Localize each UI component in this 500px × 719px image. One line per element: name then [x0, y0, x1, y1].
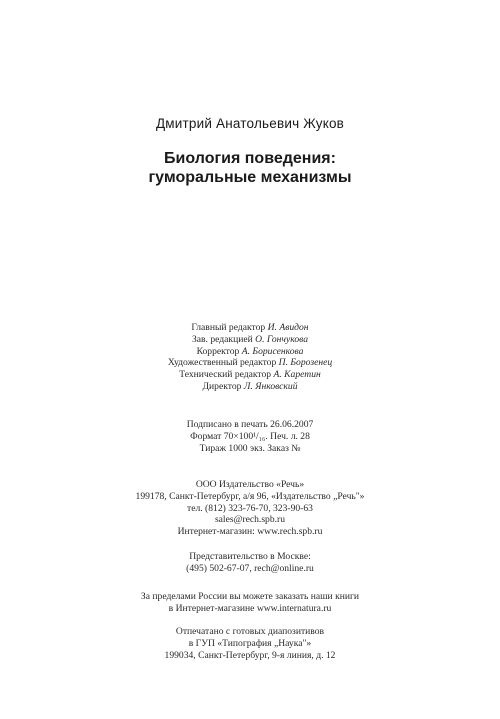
print-spec-line: Тираж 1000 экз. Заказ № [199, 442, 301, 454]
print-specs [0, 419, 500, 454]
printer-info [0, 626, 500, 661]
publisher-line: Интернет-магазин: www.rech.spb.ru [177, 526, 323, 538]
moscow-line: (495) 502-67-07, rech@online.ru [186, 562, 314, 574]
printer-line: Отпечатано с готовых диапозитивов [175, 626, 325, 637]
abroad-orders [0, 591, 500, 615]
staff-role: Технический редактор [179, 369, 272, 381]
book-title [0, 149, 500, 187]
staff-name: А. Каретин [273, 369, 321, 381]
abroad-line: За пределами России вы можете заказать наши книги [140, 591, 360, 602]
print-spec-line: Формат 70×100¹/₁₆. Печ. л. 28 [190, 430, 310, 442]
printer-line: в ГУП «Типография „Наука"» [188, 637, 312, 649]
staff-line [0, 369, 500, 381]
abroad-line: в Интернет-магазине www.internatura.ru [168, 602, 332, 614]
editorial-staff [0, 322, 500, 393]
staff-name: И. Авидон [267, 322, 309, 333]
staff-name: Л. Янковский [243, 380, 298, 392]
staff-name: А. Борисенкова [241, 345, 304, 357]
staff-line [0, 381, 500, 393]
print-spec-line: Подписано в печать 26.06.2007 [186, 419, 314, 430]
staff-role: Зав. редакцией [191, 333, 253, 345]
book-title-line-2: гуморальные механизмы [148, 169, 352, 186]
staff-line [0, 357, 500, 369]
staff-line [0, 334, 500, 346]
staff-role: Главный редактор [191, 322, 266, 333]
staff-name: П. Борозенец [278, 357, 333, 369]
publisher-line: ООО Издательство «Речь» [195, 479, 305, 490]
publisher-line: 199178, Санкт-Петербург, а/я 96, «Издательство „Речь"» [135, 490, 365, 502]
publisher-email: sales@rech.spb.ru [214, 514, 286, 526]
staff-role: Директор [202, 380, 242, 392]
staff-role: Корректор [196, 345, 240, 357]
publisher-info [0, 479, 500, 538]
moscow-office [0, 551, 500, 575]
author-name: Дмитрий Анатольевич Жуков [155, 116, 345, 131]
staff-name: О. Гончукова [255, 333, 309, 345]
staff-line [0, 346, 500, 358]
book-title-line-1: Биология поведения: [164, 150, 336, 167]
publisher-line: тел. (812) 323-76-70, 323-90-63 [187, 502, 313, 514]
staff-role: Художественный редактор [167, 357, 277, 369]
moscow-line: Представительство в Москве: [189, 551, 311, 562]
staff-line [0, 322, 500, 334]
printer-line: 199034, Санкт-Петербург, 9-я линия, д. 12 [164, 649, 336, 661]
